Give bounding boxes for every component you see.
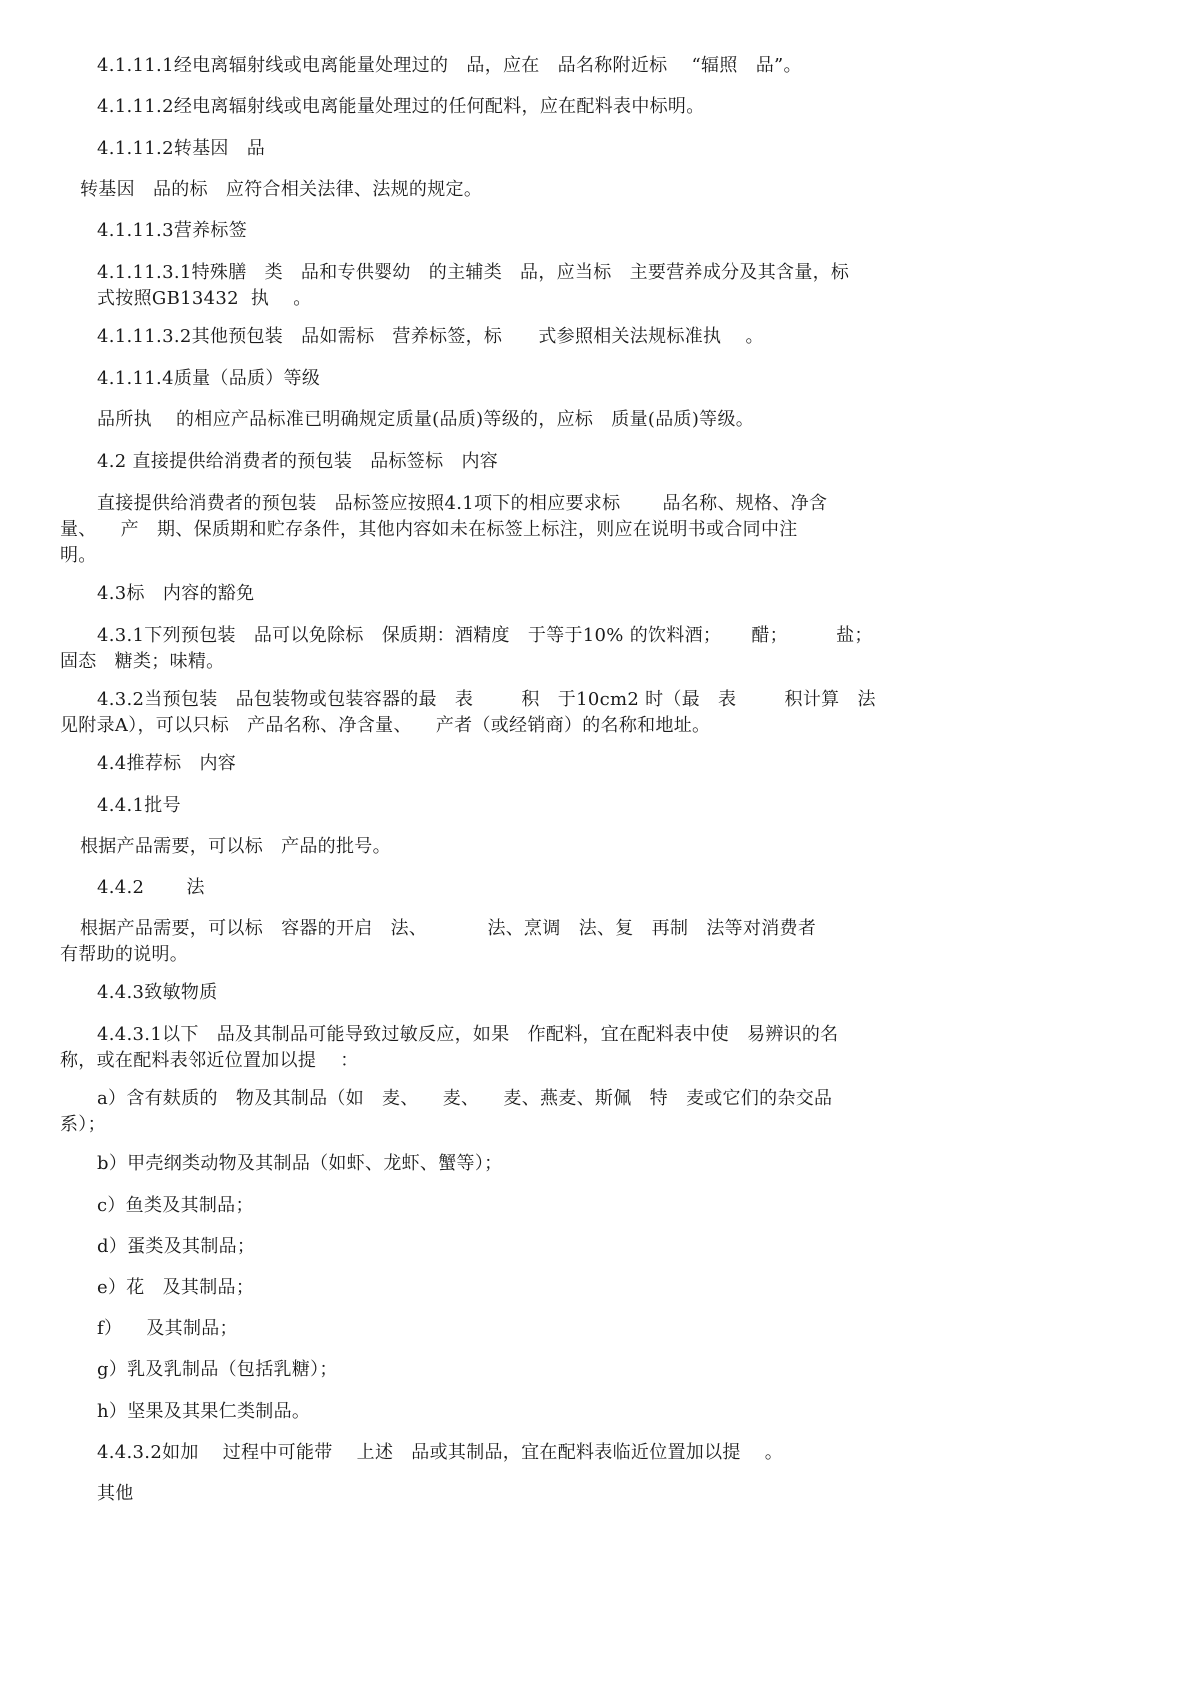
heading-gmo-food: 4.1.11.2转基因 品 (97, 138, 266, 159)
heading-4-4-1: 4.4.1批号 (97, 795, 181, 816)
heading-4-4: 4.4推荐标 内容 (97, 753, 237, 774)
allergen-item-e: e）花 及其制品； (97, 1277, 255, 1298)
gmo-paragraph: 转基因 品的标 应符合相关法律、法规的规定。 (80, 179, 483, 200)
allergen-item-g: g）乳及乳制品（包括乳糖）； (97, 1359, 338, 1380)
clause-4-1-11-1-text: 4.1.11.1经电离辐射线或电离能量处理过的 品，应在 品名称附近标 “辐照 品”。 (97, 55, 802, 76)
clause-4-3-2-line1: 4.3.2当预包装 品包装物或包装容器的最 表 积 于10cm2 时（最 表 积计算 法 (97, 689, 876, 710)
section-4-2-line2: 量、 产 期、保质期和贮存条件，其他内容如未在标签上标注，则应在说明书或合同中注 (60, 519, 798, 540)
allergen-item-f: f） 及其制品； (97, 1318, 238, 1339)
clause-4-3-2-line2: 见附录A），可以只标 产品名称、净含量、 产者（或经销商）的名称和地址。 (60, 715, 711, 736)
heading-quality-grade: 4.1.11.4质量（品质）等级 (97, 368, 321, 389)
heading-4-4-3: 4.4.3致敏物质 (97, 982, 218, 1003)
section-4-2-line3: 明。 (60, 545, 97, 566)
allergen-item-b: b）甲壳纲类动物及其制品（如虾、龙虾、蟹等）； (97, 1153, 503, 1174)
clause-4-4-3-1-line2: 称，或在配料表邻近位置加以提 ： (60, 1050, 359, 1071)
clause-4-4-3-1-line1: 4.4.3.1以下 品及其制品可能导致过敏反应，如果 作配料，宜在配料表中使 易辨识的名 (97, 1024, 839, 1045)
quality-grade-paragraph: 品所执 的相应产品标准已明确规定质量(品质)等级的，应标 质量(品质)等级。 (97, 409, 755, 430)
clause-4-4-2-line1: 根据产品需要，可以标 容器的开启 法、 法、烹调 法、复 再制 法等对消费者 (80, 918, 817, 939)
clause-4-3-1-line2: 固态 糖类；味精。 (60, 651, 225, 672)
section-4-2-line1: 直接提供给消费者的预包装 品标签应按照4.1项下的相应要求标 品名称、规格、净含 (97, 493, 828, 514)
clause-4-1-11-3-1-line2: 式按照GB13432 执 。 (97, 288, 312, 309)
clause-4-1-11-3-1-line1: 4.1.11.3.1特殊膳 类 品和专供婴幼 的主辅类 品，应当标 主要营养成分及其含量，标 (97, 262, 850, 283)
heading-4-3: 4.3标 内容的豁免 (97, 583, 255, 604)
clause-4-4-3-2-text: 4.4.3.2如加 过程中可能带 上述 品或其制品，宜在配料表临近位置加以提 。 (97, 1442, 784, 1463)
clause-4-4-2-line2: 有帮助的说明。 (60, 944, 189, 965)
heading-4-2: 4.2 直接提供给消费者的预包装 品标签标 内容 (97, 451, 499, 472)
allergen-item-h: h）坚果及其果仁类制品。 (97, 1401, 311, 1422)
heading-4-4-2: 4.4.2 法 (97, 877, 205, 898)
allergen-item-c: c）鱼类及其制品； (97, 1195, 254, 1216)
allergen-item-a-line2: 系）； (60, 1114, 106, 1135)
clause-4-4-1-text: 根据产品需要，可以标 产品的批号。 (80, 836, 391, 857)
clause-4-3-1-line1: 4.3.1下列预包装 品可以免除标 保质期：酒精度 于等于10% 的饮料酒； 醋； 盐； (97, 625, 873, 646)
clause-4-1-11-2-text: 4.1.11.2经电离辐射线或电离能量处理过的任何配料，应在配料表中标明。 (97, 96, 705, 117)
allergen-item-d: d）蛋类及其制品； (97, 1236, 256, 1257)
clause-4-1-11-3-2-text: 4.1.11.3.2其他预包装 品如需标 营养标签，标 式参照相关法规标准执 。 (97, 326, 764, 347)
allergen-item-a-line1: a）含有麸质的 物及其制品（如 麦、 麦、 麦、燕麦、斯佩 特 麦或它们的杂交品 (97, 1088, 833, 1109)
heading-other: 其他 (97, 1483, 134, 1504)
heading-nutrition-label: 4.1.11.3营养标签 (97, 220, 248, 241)
